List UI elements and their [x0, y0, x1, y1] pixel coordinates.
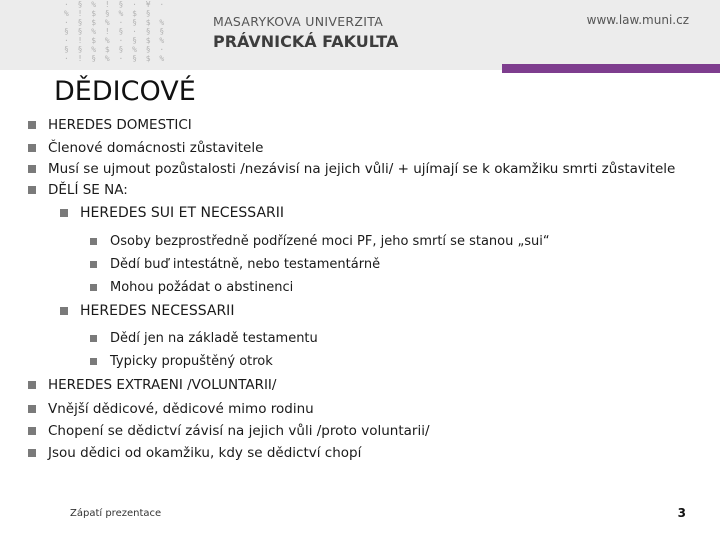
square-bullet-icon: [60, 209, 68, 217]
square-bullet-icon: [60, 307, 68, 315]
list-item: [28, 377, 708, 394]
list-item-text: Jsou dědici od okamžiku, kdy se dědictví chopí: [48, 445, 362, 461]
list-item-text: Vnější dědicové, dědicové mimo rodinu: [48, 401, 314, 417]
list-item-text: Mohou požádat o abstinenci: [110, 280, 294, 295]
list-item: [90, 353, 708, 370]
square-bullet-icon: [28, 427, 36, 435]
square-bullet-icon: [28, 144, 36, 152]
list-item-text: Musí se ujmout pozůstalosti /nezávisí na jejich vůli/ + ujímají se k okamžiku smrti zůstavitele: [48, 161, 676, 177]
list-item: [28, 423, 708, 440]
university-name: MASARYKOVA UNIVERZITA: [213, 14, 384, 29]
list-item: [90, 279, 708, 296]
page-number: 3: [677, 506, 686, 520]
square-bullet-icon: [28, 381, 36, 389]
square-bullet-icon: [90, 284, 97, 291]
website-url: www.law.muni.cz: [586, 13, 689, 27]
list-item: [28, 161, 708, 178]
list-item: [28, 140, 708, 157]
list-item: [60, 303, 708, 320]
square-bullet-icon: [28, 449, 36, 457]
accent-bar: [502, 64, 720, 73]
slide-title: DĚDICOVÉ: [54, 76, 196, 107]
square-bullet-icon: [90, 335, 97, 342]
footer-note: Zápatí prezentace: [70, 508, 162, 519]
faculty-name: PRÁVNICKÁ FAKULTA: [213, 32, 399, 51]
list-item: [90, 256, 708, 273]
list-item: [28, 117, 708, 134]
list-item-text: HEREDES NECESSARII: [80, 303, 235, 319]
logo-pattern: · § % ! § · ¥ · % ! $ § % $ § · § $ % · § $ % § § % ! § · § § · ! $ % · § $ % § § % $ § % § · · ! § % · § $ %: [64, 0, 167, 63]
square-bullet-icon: [28, 405, 36, 413]
list-item-text: DĚLÍ SE NA:: [48, 182, 128, 198]
list-item-text: HEREDES DOMESTICI: [48, 117, 192, 133]
list-item: [90, 330, 708, 347]
square-bullet-icon: [90, 358, 97, 365]
bullet-list: [28, 117, 708, 462]
list-item-text: Dědí buď intestátně, nebo testamentárně: [110, 257, 381, 272]
list-item-text: HEREDES EXTRAENI /VOLUNTARII/: [48, 377, 277, 393]
square-bullet-icon: [28, 186, 36, 194]
square-bullet-icon: [28, 121, 36, 129]
list-item: [60, 205, 708, 222]
list-item-text: Typicky propuštěný otrok: [110, 354, 273, 369]
square-bullet-icon: [90, 238, 97, 245]
slide-header: [0, 0, 720, 70]
list-item-text: Chopení se dědictví závisí na jejich vůli /proto voluntarii/: [48, 423, 430, 439]
list-item: [28, 445, 708, 462]
square-bullet-icon: [90, 261, 97, 268]
list-item-text: Dědí jen na základě testamentu: [110, 331, 318, 346]
list-item-text: HEREDES SUI ET NECESSARII: [80, 205, 285, 221]
square-bullet-icon: [28, 165, 36, 173]
list-item-text: Osoby bezprostředně podřízené moci PF, jeho smrtí se stanou „sui“: [110, 234, 550, 249]
list-item: [90, 233, 708, 250]
list-item: [28, 401, 708, 418]
list-item-text: Členové domácnosti zůstavitele: [48, 140, 264, 156]
list-item: [28, 182, 708, 199]
